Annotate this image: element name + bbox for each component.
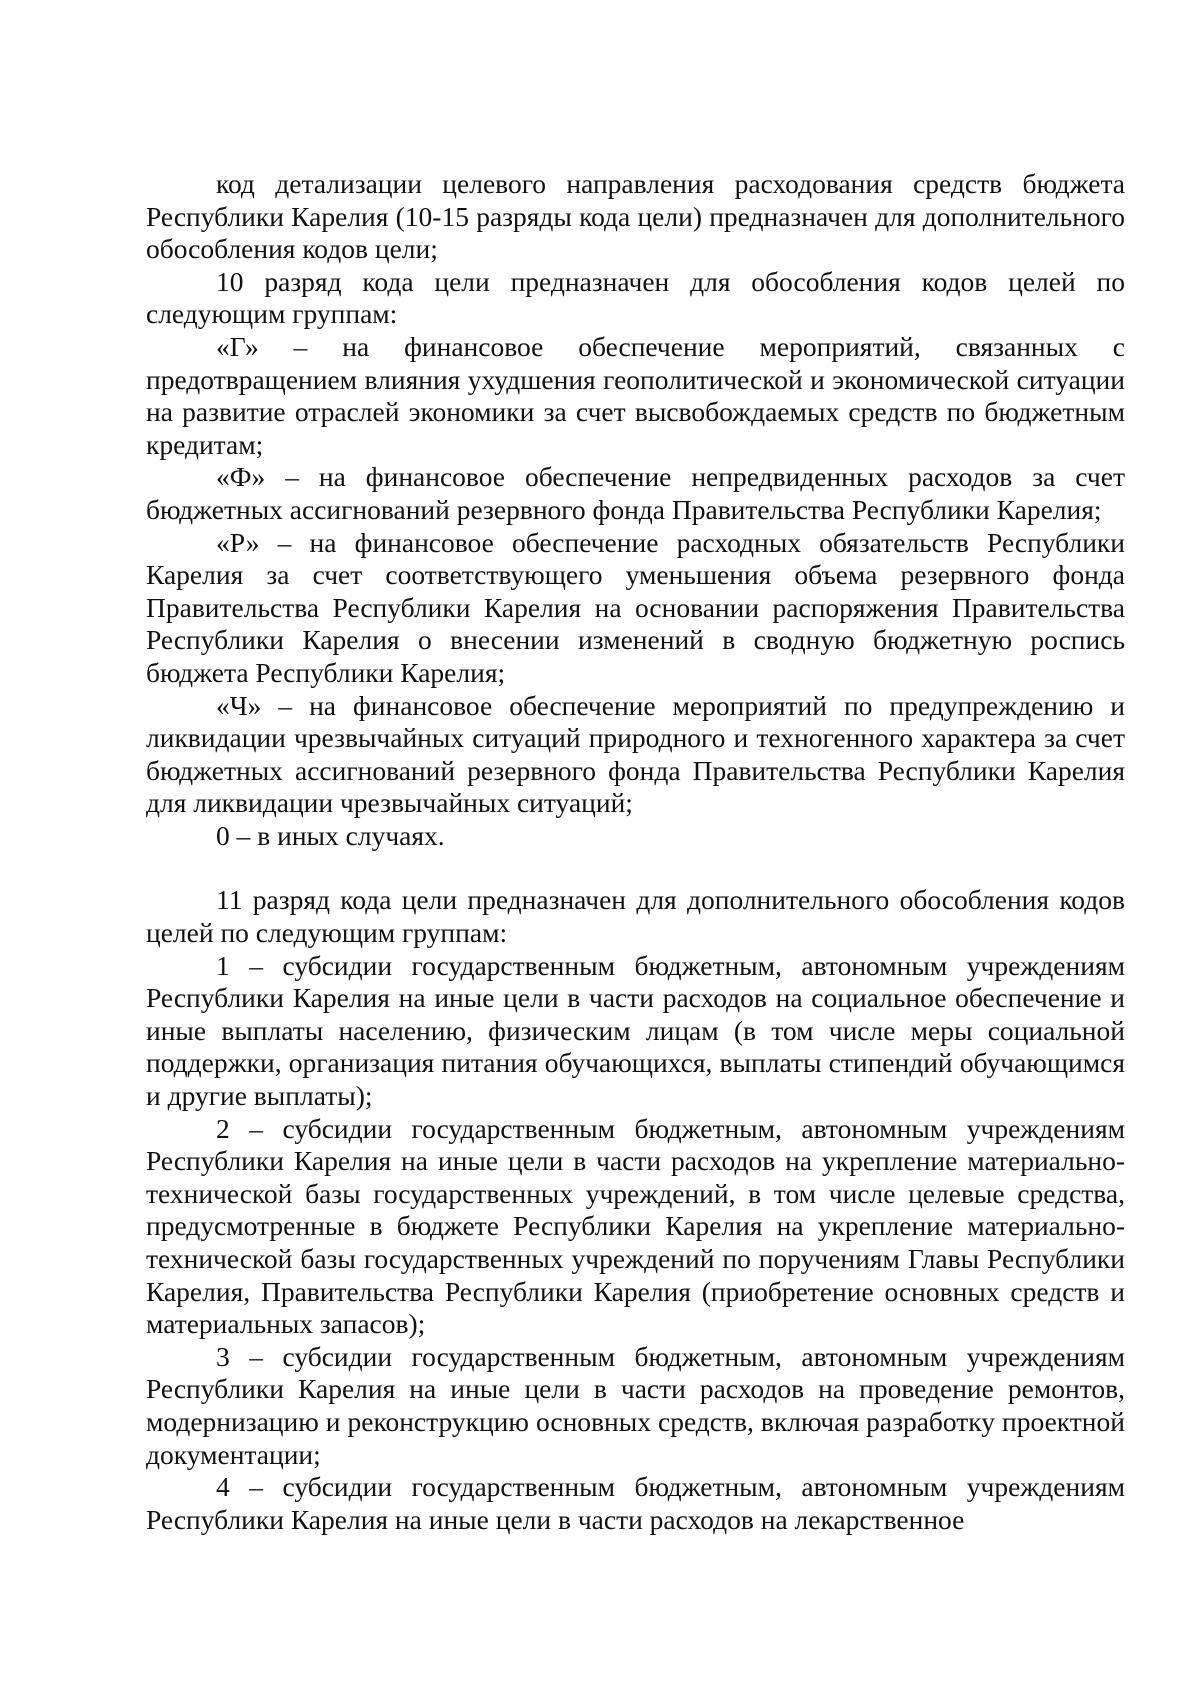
paragraph-group-4: 4 – субсидии государственным бюджетным, автономным учреждениям Республики Карелия на иные цели в части расходов на лекарственное bbox=[146, 1471, 1125, 1535]
paragraph-group-3: 3 – субсидии государственным бюджетным, автономным учреждениям Республики Карелия на иные цели в части расходов на проведение ремонтов, модернизацию и реконструкцию основных средств, включая разработку проектной документации; bbox=[146, 1340, 1125, 1470]
paragraph-digit-10-intro: 10 разряд кода цели предназначен для обособления кодов целей по следующим группам: bbox=[146, 265, 1125, 330]
paragraph-group-ch: «Ч» – на финансовое обеспечение мероприятий по предупреждению и ликвидации чрезвычайных ситуаций природного и техногенного характера за счет бюджетных ассигнований резервного фонда Правительства Республики Карелия для ликвидации чрезвычайных ситуаций; bbox=[146, 689, 1125, 819]
document-page bbox=[146, 168, 1125, 1536]
paragraph-group-0: 0 – в иных случаях. bbox=[216, 819, 445, 851]
paragraph-group-1: 1 – субсидии государственным бюджетным, автономным учреждениям Республики Карелия на иные цели в части расходов на социальное обеспечение и иные выплаты населению, физическим лицам (в том числе меры социальной поддержки, организация питания обучающихся, выплаты стипендий обучающимся и другие выплаты); bbox=[146, 949, 1125, 1112]
paragraph-group-f: «Ф» – на финансовое обеспечение непредвиденных расходов за счет бюджетных ассигнований резервного фонда Правительства Республики Карелия; bbox=[146, 461, 1125, 525]
paragraph-detail-code: код детализации целевого направления расходования средств бюджета Республики Карелия (10-15 разряды кода цели) предназначен для дополнительного обособления кодов цели; bbox=[146, 168, 1125, 265]
paragraph-group-g: «Г» – на финансовое обеспечение мероприятий, связанных с предотвращением влияния ухудшения геополитической и экономической ситуации на развитие отраслей экономики за счет высвобождаемых средств по бюджетным кредитам; bbox=[146, 330, 1125, 460]
paragraph-digit-11-intro: 11 разряд кода цели предназначен для дополнительного обособления кодов целей по следующим группам: bbox=[146, 884, 1125, 949]
paragraph-group-r: «Р» – на финансовое обеспечение расходных обязательств Республики Карелия за счет соответствующего уменьшения объема резервного фонда Правительства Республики Карелия на основании распоряжения Правительства Республики Карелия о внесении изменений в сводную бюджетную роспись бюджета Республики Карелия; bbox=[146, 526, 1125, 688]
paragraph-group-2: 2 – субсидии государственным бюджетным, автономным учреждениям Республики Карелия на иные цели в части расходов на укрепление материально-технической базы государственных учреждений, в том числе целевые средства, предусмотренные в бюджете Республики Карелия на укрепление материально-технической базы государственных учреждений по поручениям Главы Республики Карелия, Правительства Республики Карелия (приобретение основных средств и материальных запасов); bbox=[146, 1112, 1125, 1340]
